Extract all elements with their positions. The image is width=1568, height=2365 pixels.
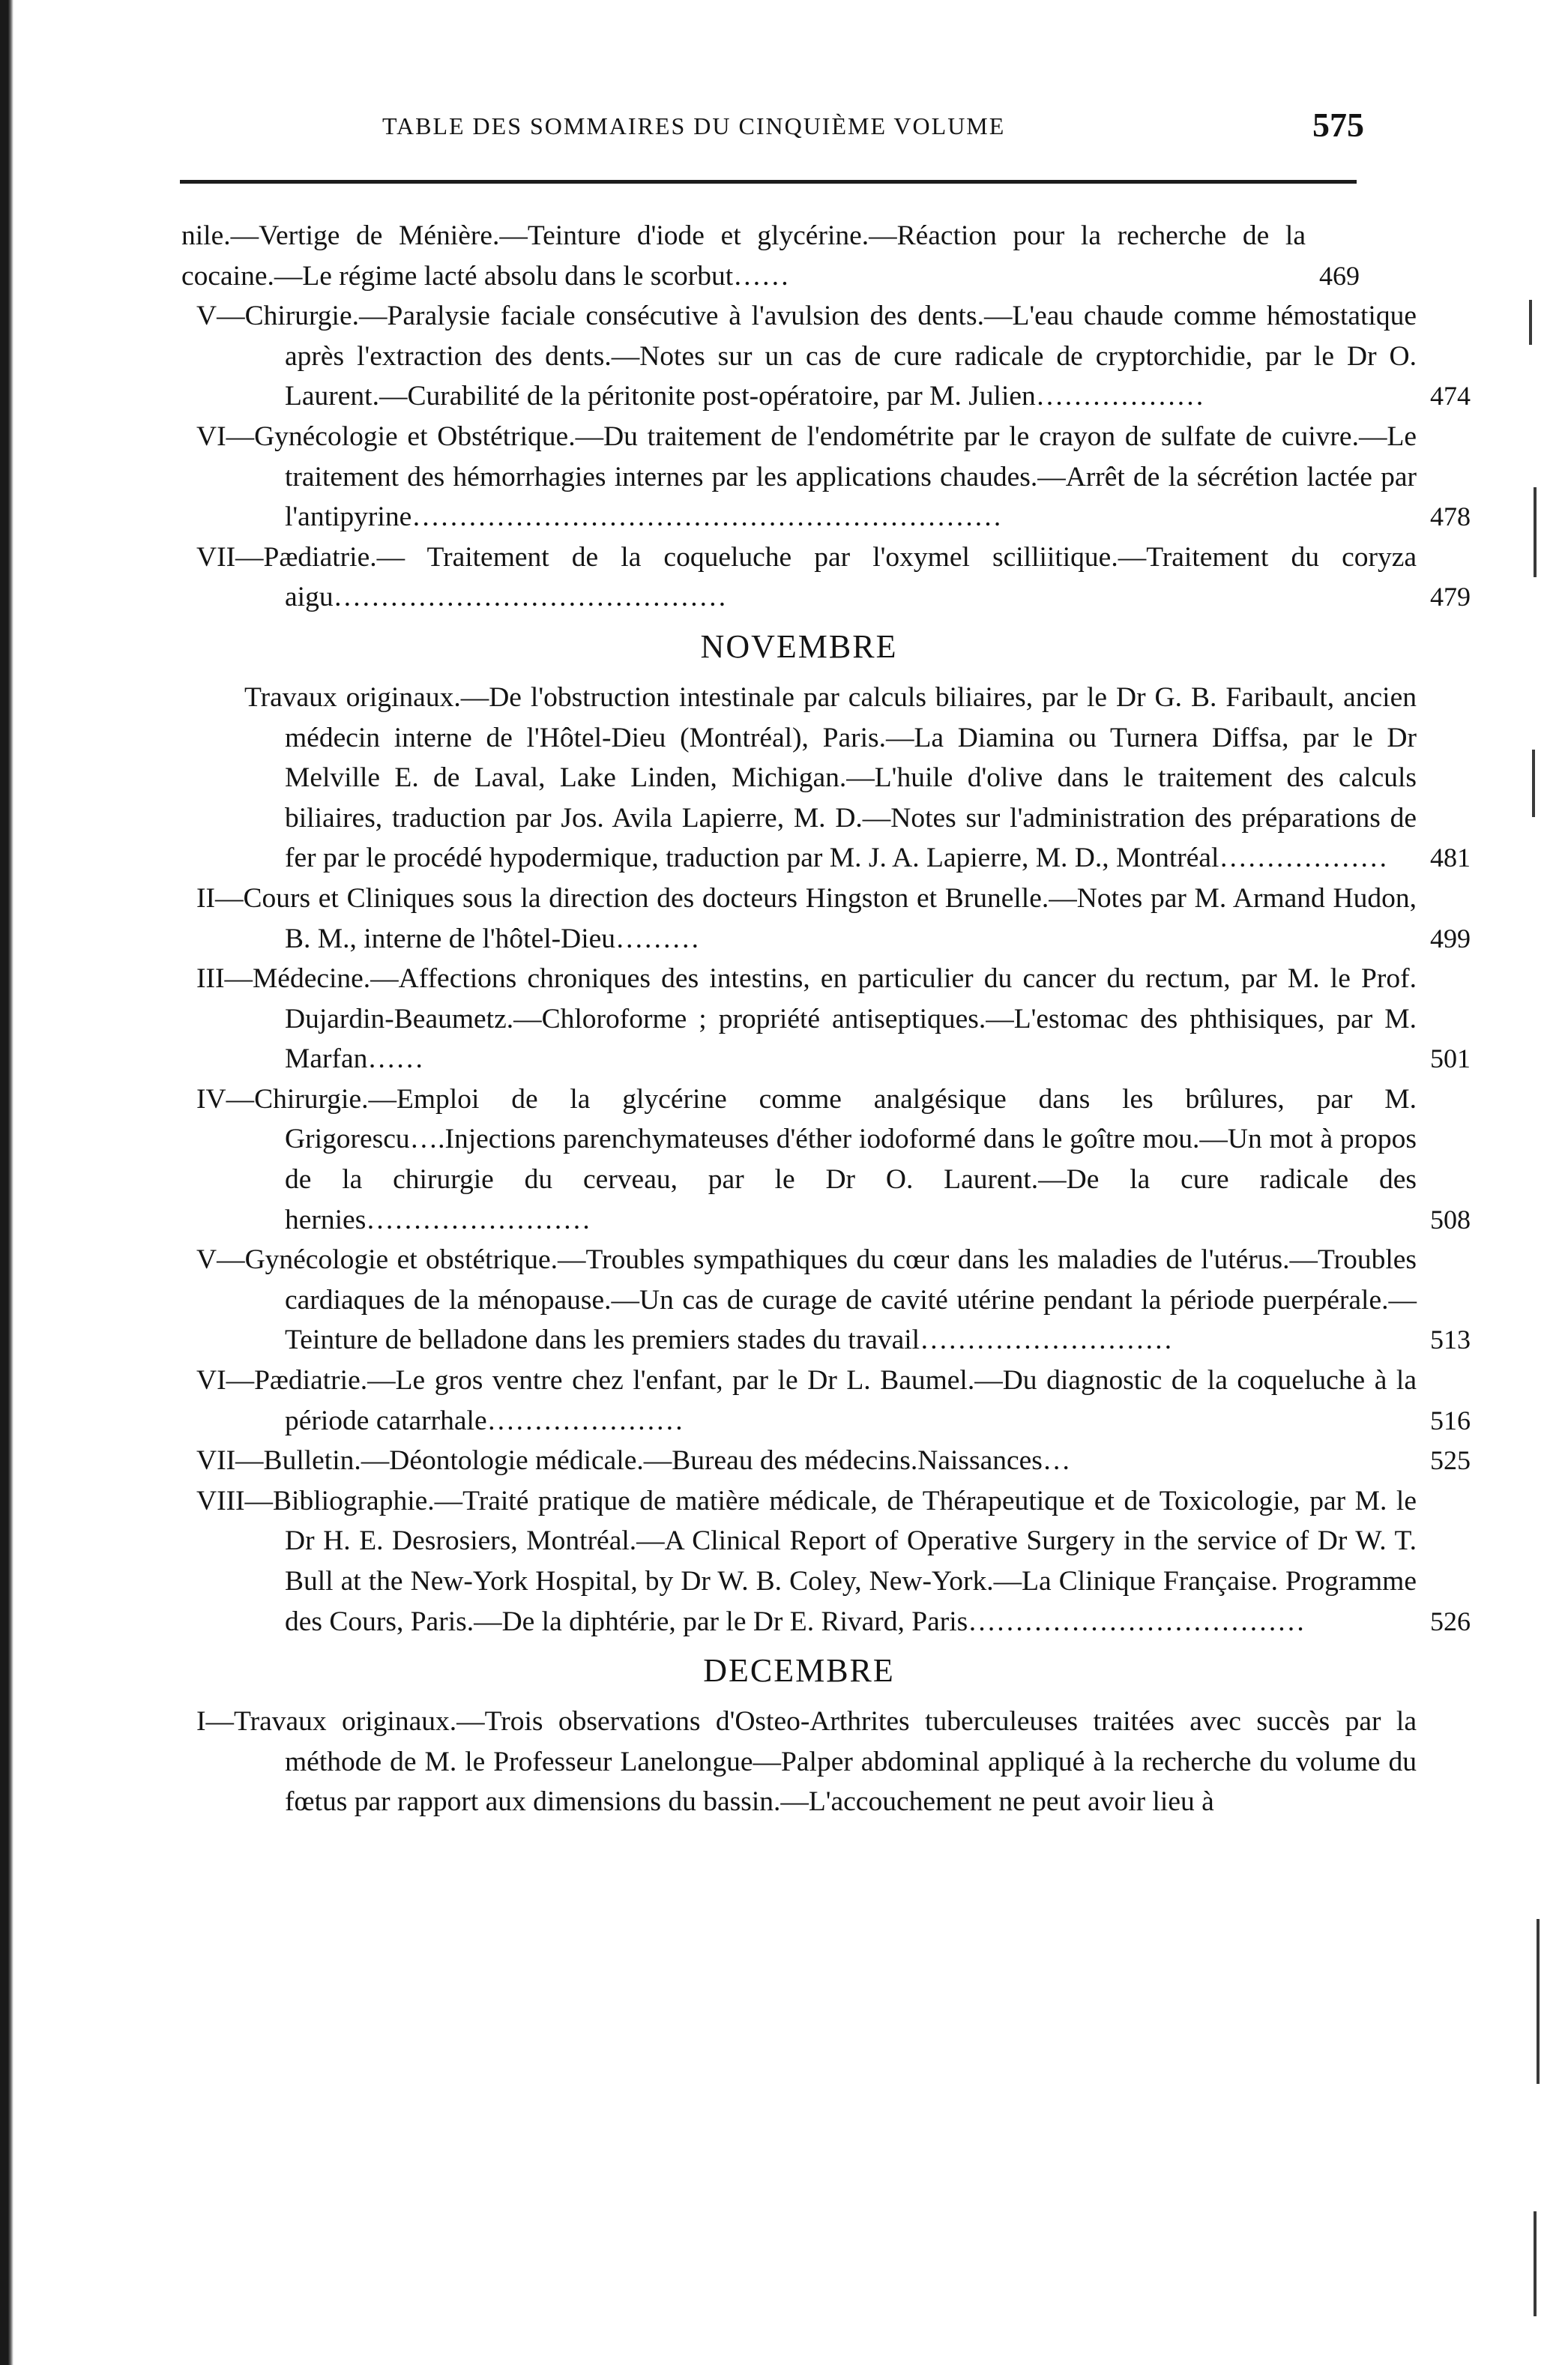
toc-entry-page: 474 [1430, 381, 1471, 412]
toc-entry-text: II—Cours et Cliniques sous la direction des docteurs Hingston et Brunelle.—Notes par M. Armand Hudon, B. M., interne de l'hôtel-Dieu……… [196, 882, 1417, 954]
toc-entry-text: Travaux originaux.—De l'obstruction intestinale par calculs biliaires, par le Dr G. B. Faribault, ancien médecin interne de l'Hôtel-Dieu (Montréal), Paris.—La Diamina ou Turnera Diffsa, par le Dr Melville E. de Laval, Lake Linden, Michigan.—L'huile d'olive dans le traitement des calculs biliaires, traduction par Jos. Avila Lapierre, M. D.—Notes sur l'administration des préparations de fer par le procédé hypodermique, traduction par M. J. A. Lapierre, M. D., Montréal……………… [244, 681, 1417, 874]
toc-entry-text: VIII—Bibliographie.—Traité pratique de matière médicale, de Thérapeutique et de Toxicologie, par M. le Dr H. E. Desrosiers, Montréal.—A Clinical Report of Operative Surgery in the service of Dr W. T. Bull at the New-York Hospital, by Dr W. B. Coley, New-York.—La Clinique Française. Programme des Cours, Paris.—De la diphtérie, par le Dr E. Rivard, Paris……………………………… [196, 1485, 1417, 1637]
toc-entry [196, 296, 1471, 417]
toc-entry [196, 537, 1471, 618]
toc-entry [196, 1441, 1471, 1481]
toc-entry-text: III—Médecine.—Affections chroniques des intestins, en particulier du cancer du rectum, par M. le Prof. Dujardin-Beaumetz.—Chloroforme ; propriété antiseptiques.—L'estomac des phthisiques, par M. Marfan…… [196, 963, 1417, 1075]
toc-entry-text: IV—Chirurgie.—Emploi de la glycérine comme analgésique dans les brûlures, par M. Grigorescu….Injections parenchymateuses d'éther iodoformé dans le goître mou.—Un mot à propos de la chirurgie du cerveau, par le Dr O. Laurent.—De la cure radicale des hernies…………………… [196, 1083, 1417, 1235]
section-heading-novembre: NOVEMBRE [700, 627, 898, 665]
toc-entry-page: 516 [1430, 1405, 1471, 1435]
toc-entry-text: VII—Bulletin.—Déontologie médicale.—Bureau des médecins.Naissances… [196, 1445, 1071, 1477]
toc-entry [196, 1240, 1471, 1361]
toc-entry [196, 1079, 1471, 1240]
toc-entry-page: 526 [1430, 1606, 1471, 1636]
toc-entry [196, 1481, 1471, 1642]
toc-entry-text: VI—Gynécologie et Obstétrique.—Du traitement de l'endométrite par le crayon de sulfate de cuivre.—Le traitement des hémorrhagies internes par les applications chaudes.—Arrêt de la sécrétion lactée par l'antipyrine……………………………………………………… [196, 421, 1417, 533]
margin-mark [1537, 1919, 1540, 2084]
toc-entry-text: VII—Pædiatrie.— Traitement de la coqueluche par l'oxymel scilliitique.—Traitement du coryza aigu…………………………………… [196, 541, 1417, 613]
toc-entry-page: 513 [1430, 1325, 1471, 1355]
toc-entry-page: 478 [1430, 501, 1471, 532]
toc-entry-page: 499 [1430, 923, 1471, 953]
toc-entry [196, 879, 1471, 959]
toc-entry-text: VI—Pædiatrie.—Le gros ventre chez l'enfant, par le Dr L. Baumel.—Du diagnostic de la coqueluche à la période catarrhale………………… [196, 1365, 1417, 1436]
toc-entry-text: V—Gynécologie et obstétrique.—Troubles sympathiques du cœur dans les maladies de l'utérus.—Troubles cardiaques de la ménopause.—Un cas de curage de cavité utérine pendant la période puerpérale.—Teinture de belladone dans les premiers stades du travail……………………… [196, 1244, 1417, 1356]
toc-entry-page: 501 [1430, 1043, 1471, 1074]
toc-entry-page: 525 [1430, 1445, 1471, 1476]
toc-entry-text: V—Chirurgie.—Paralysie faciale consécutive à l'avulsion des dents.—L'eau chaude comme hémostatique après l'extraction des dents.—Notes sur un cas de cure radicale de cryptorchidie, par le Dr O. Laurent.—Curabilité de la péritonite post-opératoire, par M. Julien……………… [196, 301, 1417, 412]
page-header [127, 105, 1364, 150]
toc-entry-page: 508 [1430, 1204, 1471, 1235]
section-heading-decembre: DECEMBRE [703, 1652, 895, 1690]
toc-entry [196, 417, 1471, 537]
toc-entry [181, 216, 1360, 296]
page-number: 575 [1312, 106, 1364, 144]
toc-entry [196, 959, 1471, 1079]
toc-entry [196, 1361, 1471, 1441]
toc-entry-text: nile.—Vertige de Ménière.—Teinture d'iode et glycérine.—Réaction pour la recherche de la cocaine.—Le régime lacté absolu dans le scorbut…… [181, 220, 1306, 292]
toc-entry [196, 1702, 1417, 1822]
toc-entry-page: 481 [1430, 843, 1471, 873]
toc-entry-text: I—Travaux originaux.—Trois observations d'Osteo-Arthrites tuberculeuses traitées avec succès par la méthode de M. le Professeur Lanelongue—Palper abdominal appliqué à la recherche du volume du fœtus par rapport aux dimensions du bassin.—L'accouchement ne peut avoir lieu à [196, 1706, 1417, 1818]
table-of-contents [0, 216, 1568, 1822]
running-title: TABLE DES SOMMAIRES DU CINQUIÈME VOLUME [382, 112, 1006, 139]
header-rule [180, 180, 1357, 184]
toc-entry [244, 678, 1471, 879]
toc-entry-page: 469 [1319, 260, 1360, 291]
margin-mark [1534, 2211, 1537, 2316]
toc-entry-page: 479 [1430, 582, 1471, 612]
